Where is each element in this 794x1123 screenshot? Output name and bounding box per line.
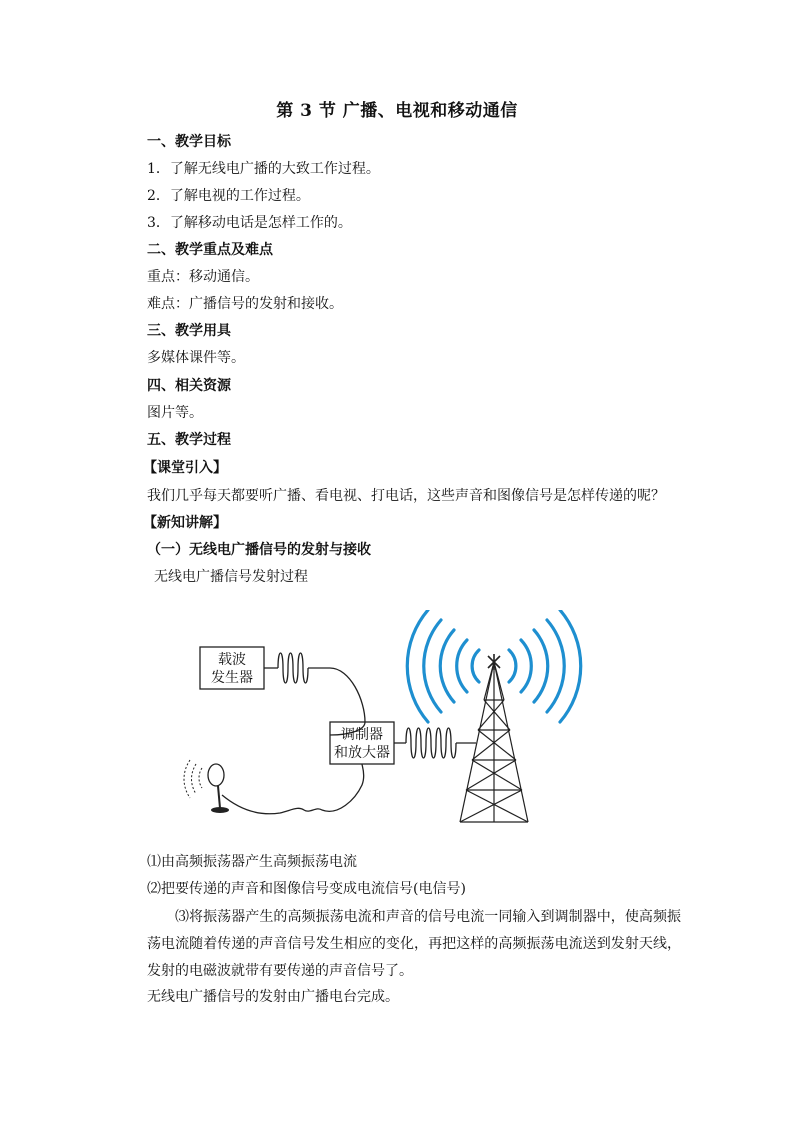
step-3: ⑶将振荡器产生的高频振荡电流和声音的信号电流一同输入到调制器中，使高频振荡电流随着传递的声音信号发生相应的变化，再把这样的高频振荡电流送到发射天线，发射的电磁波就带有要传递的声音信号了。 (147, 909, 681, 979)
difficulty-text: 难点：广播信号的发射和接收。 (147, 296, 343, 312)
diagram-caption: 无线电广播信号发射过程 (154, 569, 308, 585)
broadcast-transmission-diagram (180, 610, 590, 835)
page-title: 第 3 节 广播、电视和移动通信 (276, 101, 518, 121)
step-1: ⑴由高频振荡器产生高频振荡电流 (147, 854, 357, 870)
coil-icon (278, 653, 308, 683)
section-heading-objectives: 一、教学目标 (147, 134, 231, 150)
intro-label: 【课堂引入】 (143, 460, 227, 476)
carrier-generator-label-1: 载波 (218, 652, 246, 668)
step-2: ⑵把要传递的声音和图像信号变成电流信号(电信号) (147, 881, 466, 897)
key-point-text: 重点：移动通信。 (147, 269, 259, 285)
objective-item-3: 3．了解移动电话是怎样工作的。 (147, 215, 352, 231)
carrier-generator-label-2: 发生器 (211, 670, 253, 686)
section-heading-resources: 四、相关资源 (147, 378, 231, 394)
new-knowledge-label: 【新知讲解】 (143, 515, 227, 531)
section-heading-process: 五、教学过程 (147, 432, 231, 448)
closing-text: 无线电广播信号的发射由广播电台完成。 (147, 989, 399, 1005)
modulator-label-2: 和放大器 (334, 745, 390, 761)
coil-icon (406, 728, 456, 758)
modulator-label-1: 调制器 (341, 727, 383, 743)
resources-text: 图片等。 (147, 405, 203, 421)
intro-text: 我们几乎每天都要听广播、看电视、打电话，这些声音和图像信号是怎样传递的呢？ (147, 488, 665, 504)
section-heading-key-points: 二、教学重点及难点 (147, 242, 273, 258)
sub-heading-broadcast: （一）无线电广播信号的发射与接收 (147, 542, 371, 558)
microphone-icon (184, 760, 229, 813)
objective-item-2: 2．了解电视的工作过程。 (147, 188, 310, 204)
tools-text: 多媒体课件等。 (147, 350, 245, 366)
objective-item-1: 1．了解无线电广播的大致工作过程。 (147, 161, 380, 177)
section-heading-tools: 三、教学用具 (147, 323, 231, 339)
antenna-tower-icon (460, 654, 528, 822)
